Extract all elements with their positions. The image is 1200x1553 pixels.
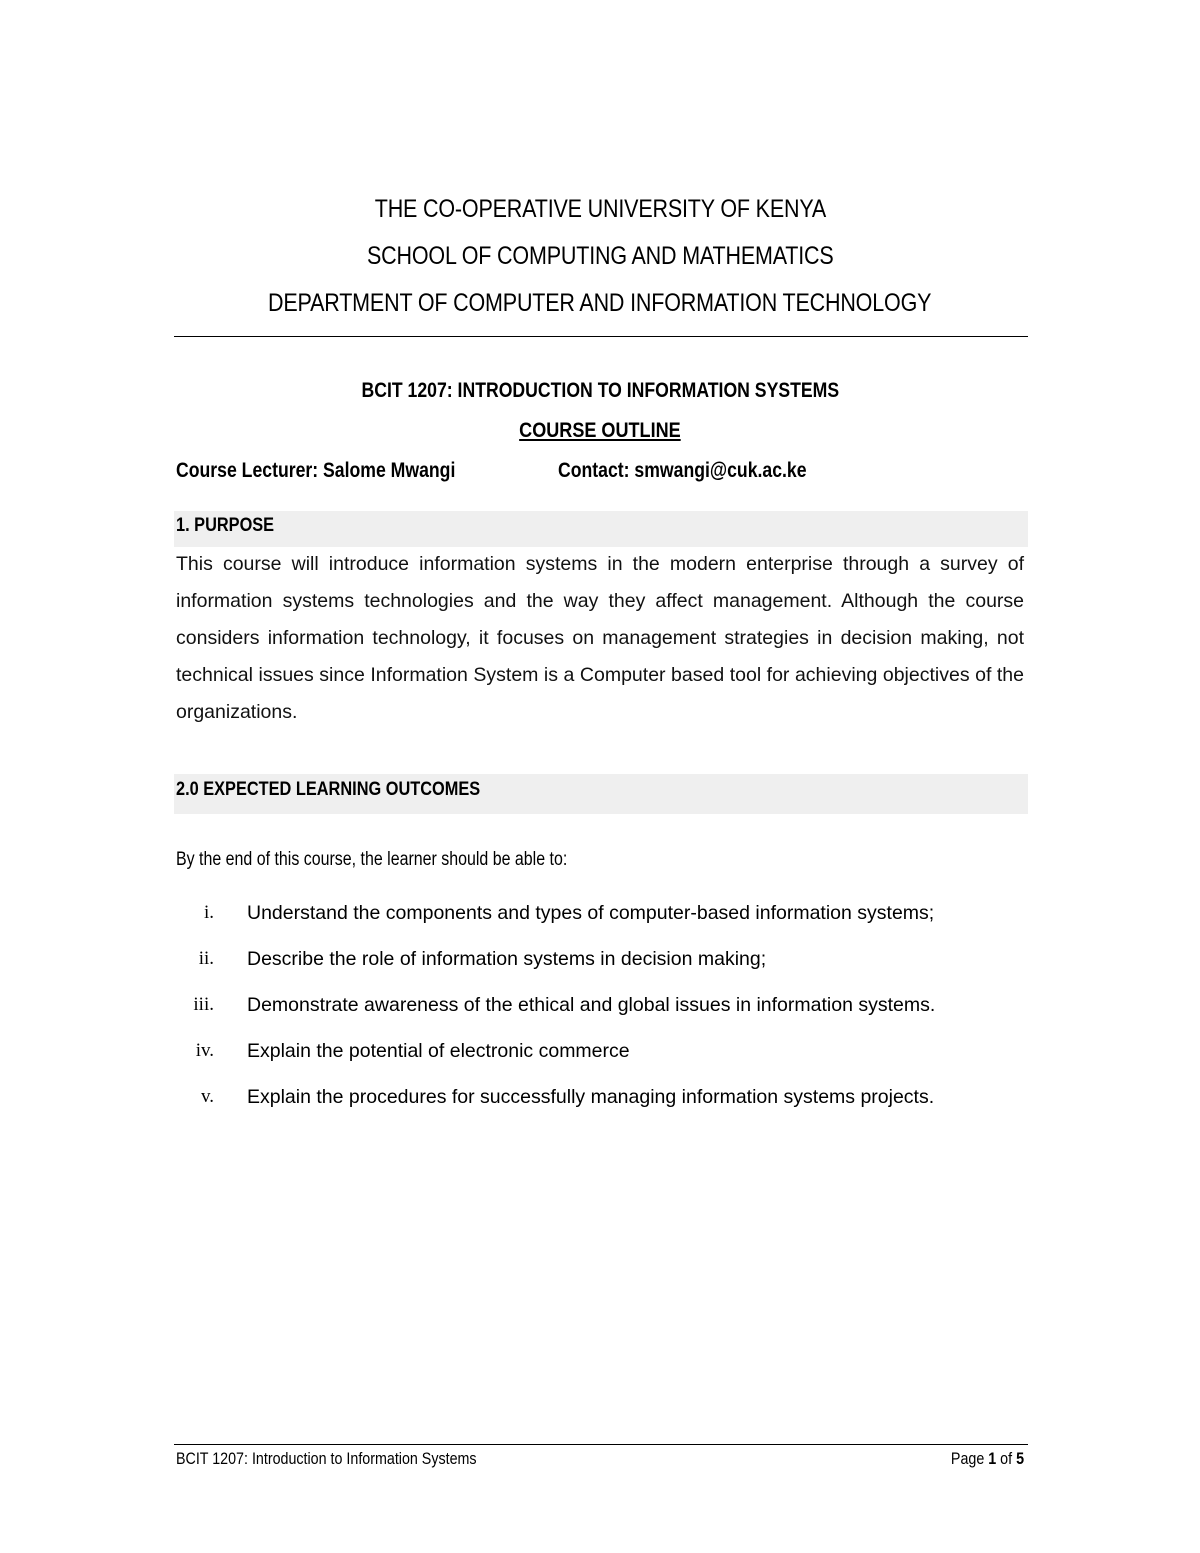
footer-course-name: BCIT 1207: Introduction to Information Systems [176, 1449, 477, 1468]
list-item [176, 1086, 1026, 1132]
header-divider [174, 336, 1028, 337]
list-item [176, 1040, 1026, 1086]
footer-divider [174, 1444, 1028, 1445]
lecturer-contact: Contact: smwangi@cuk.ac.ke [558, 459, 807, 482]
outcomes-heading: 2.0 EXPECTED LEARNING OUTCOMES [176, 779, 481, 800]
list-item [176, 994, 1026, 1040]
purpose-paragraph: This course will introduce information systems in the modern enterprise through a survey of information systems technologies and the way they affect management. Although the course considers information technology, it focuses on management strategies in decision making, not technical issues since Information System is a Computer based tool for achieving objectives of the organizations. [176, 553, 1024, 723]
list-item-number: ii. [198, 948, 214, 969]
list-item-text: Explain the potential of electronic commerce [247, 1040, 630, 1062]
purpose-heading-bar [174, 511, 1028, 547]
list-item [176, 902, 1026, 948]
list-item-text: Demonstrate awareness of the ethical and global issues in information systems. [247, 994, 936, 1016]
department-name: DEPARTMENT OF COMPUTER AND INFORMATION TECHNOLOGY [268, 289, 932, 317]
page-label: Page [950, 1449, 985, 1468]
list-item-text: Describe the role of information systems in decision making; [247, 948, 767, 970]
page-total: 5 [1016, 1449, 1024, 1468]
school-name: SCHOOL OF COMPUTING AND MATHEMATICS [366, 242, 834, 270]
page-of: of [1000, 1449, 1013, 1468]
list-item-text: Explain the procedures for successfully managing information systems projects. [247, 1086, 935, 1108]
outcomes-intro: By the end of this course, the learner should be able to: [176, 849, 568, 870]
list-item-number: i. [203, 902, 214, 923]
course-outline-title: COURSE OUTLINE [519, 419, 681, 442]
course-lecturer: Course Lecturer: Salome Mwangi [176, 459, 456, 482]
list-item [176, 948, 1026, 994]
university-name: THE CO-OPERATIVE UNIVERSITY OF KENYA [374, 195, 826, 223]
list-item-number: iii. [193, 994, 214, 1015]
list-item-number: iv. [195, 1040, 214, 1061]
outcomes-heading-bar [174, 774, 1028, 814]
outcomes-list [176, 902, 1026, 1132]
list-item-number: v. [200, 1086, 214, 1107]
course-title: BCIT 1207: INTRODUCTION TO INFORMATION SYSTEMS [361, 379, 839, 402]
page-number [951, 1449, 1024, 1469]
purpose-heading: 1. PURPOSE [176, 515, 275, 536]
list-item-text: Understand the components and types of computer-based information systems; [247, 902, 935, 924]
page-current: 1 [988, 1449, 997, 1468]
